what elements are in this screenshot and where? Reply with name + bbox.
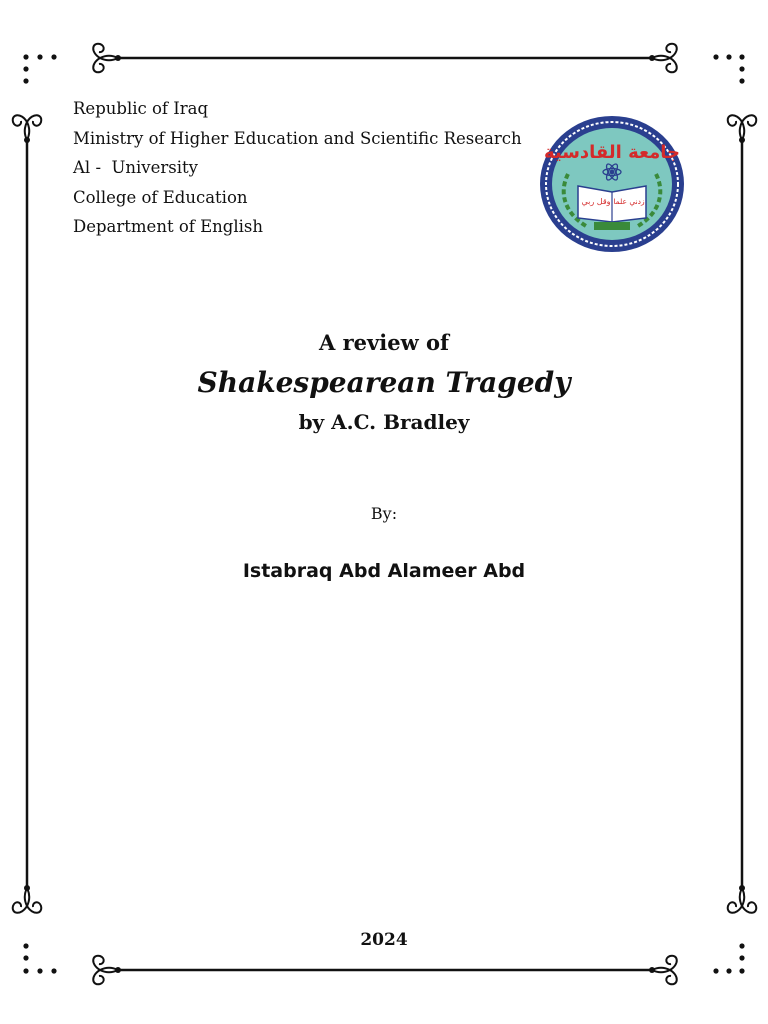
header-line-ministry: Ministry of Higher Education and Scientific Research bbox=[73, 128, 522, 148]
seal-book-text-right: زدني علما bbox=[613, 197, 645, 206]
header-line-university: Al - University bbox=[73, 158, 198, 177]
publication-year: 2024 bbox=[360, 930, 408, 950]
book-author: by A.C. Bradley bbox=[298, 410, 470, 434]
seal-book-text-left: وقل ربي bbox=[581, 197, 611, 206]
header-line-department: Department of English bbox=[73, 217, 263, 236]
seal-arabic-name: جامعة القادسية bbox=[543, 142, 681, 163]
book-title: Shakespearean Tragedy bbox=[197, 366, 571, 399]
header-line-college: College of Education bbox=[73, 187, 248, 207]
review-heading: A review of bbox=[319, 330, 449, 355]
byline-label: By: bbox=[370, 504, 398, 523]
student-name: Istabraq Abd Alameer Abd bbox=[242, 560, 526, 582]
institution-header bbox=[73, 94, 523, 242]
header-line-republic: Republic of Iraq bbox=[73, 99, 209, 118]
university-seal-logo bbox=[538, 114, 686, 254]
